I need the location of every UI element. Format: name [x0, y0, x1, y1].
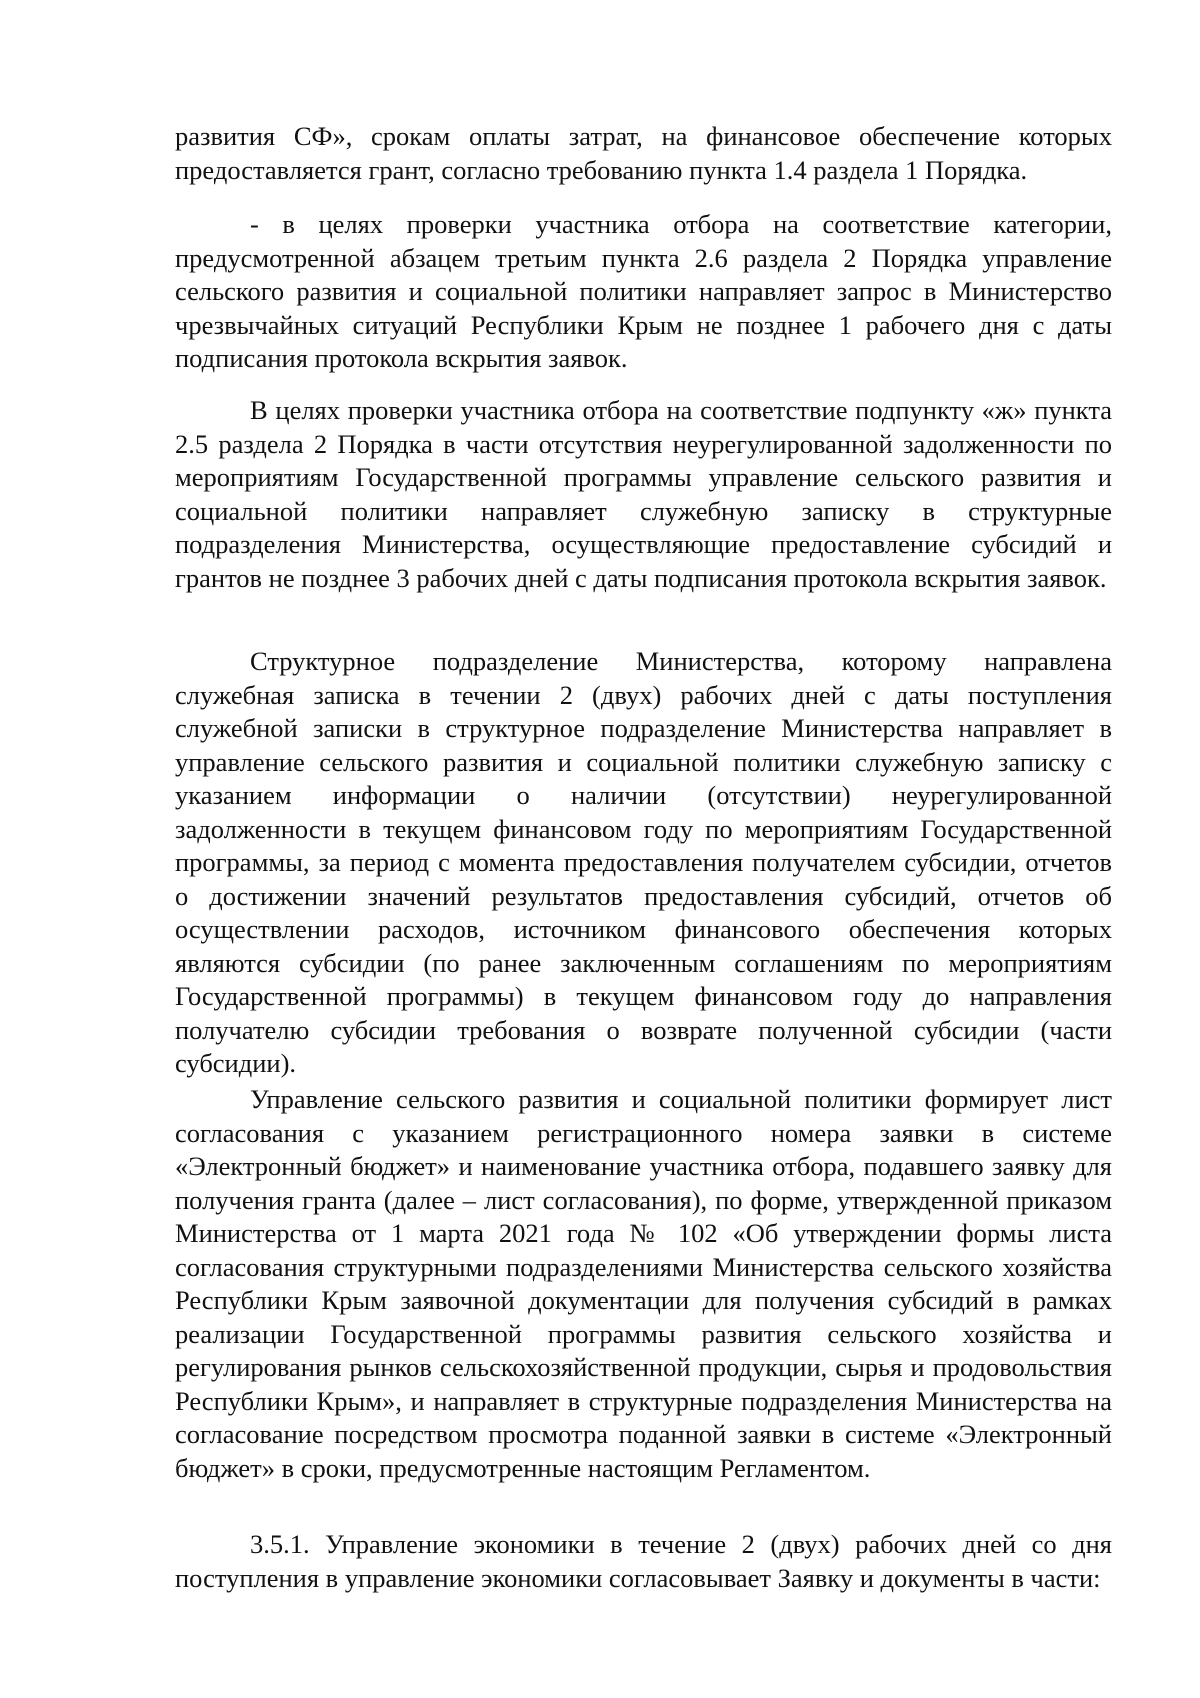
paragraph-continuation: развития СФ», срокам оплаты затрат, на финансовое обеспечение которых предоставляется грант, согласно требованию пункта 1.4 раздела 1 Порядка.	[175, 121, 1112, 185]
paragraph-approval-sheet: Управление сельского развития и социальной политики формирует лист согласования с указанием регистрационного номера заявки в системе «Электронный бюджет» и наименование участника отбора, подавшего заявку для получения гранта (далее – лист согласования), по форме, утвержденной приказом Министерства от 1 марта 2021 года № 102 «Об утверждении формы листа согласования структурными подразделениями Министерства сельского хозяйства Республики Крым заявочной документации для получения субсидий в рамках реализации Государственной программы развития сельского хозяйства и регулирования рынков сельскохозяйственной продукции, сырья и продовольствия Республики Крым», и направляет в структурные подразделения Министерства на согласование посредством просмотра поданной заявки в системе «Электронный бюджет» в сроки, предусмотренные настоящим Регламентом.	[175, 1084, 1112, 1483]
paragraph-section-3-5-1: 3.5.1. Управление экономики в течение 2 (двух) рабочих дней со дня поступления в управление экономики согласовывает Заявку и документы в части:	[175, 1529, 1112, 1593]
paragraph-debt-check: В целях проверки участника отбора на соответствие подпункту «ж» пункта 2.5 раздела 2 Порядка в части отсутствия неурегулированной задолженности по мероприятиям Государственной программы управление сельского развития и социальной политики направляет служебную записку в структурные подразделения Министерства, осуществляющие предоставление субсидий и грантов не позднее 3 рабочих дней с даты подписания протокола вскрытия заявок.	[175, 395, 1112, 593]
paragraph-structural-unit: Структурное подразделение Министерства, которому направлена служебная записка в течении 2 (двух) рабочих дней с даты поступления служебной записки в структурное подразделение Министерства направляет в управление сельского развития и социальной политики служебную записку с указанием информации о наличии (отсутствии) неурегулированной задолженности в текущем финансовом году по мероприятиям Государственной программы, за период с момента предоставления получателем субсидии, отчетов о достижении значений результатов предоставления субсидий, отчетов об осуществлении расходов, источником финансового обеспечения которых являются субсидии (по ранее заключенным соглашениям по мероприятиям Государственной программы) в текущем финансовом году до направления получателю субсидии требования о возврате полученной субсидии (части субсидии).	[175, 646, 1112, 1078]
paragraph-category-check: - в целях проверки участника отбора на соответствие категории, предусмотренной абзацем третьим пункта 2.6 раздела 2 Порядка управление сельского развития и социальной политики направляет запрос в Министерство чрезвычайных ситуаций Республики Крым не позднее 1 рабочего дня с даты подписания протокола вскрытия заявок.	[175, 209, 1112, 373]
